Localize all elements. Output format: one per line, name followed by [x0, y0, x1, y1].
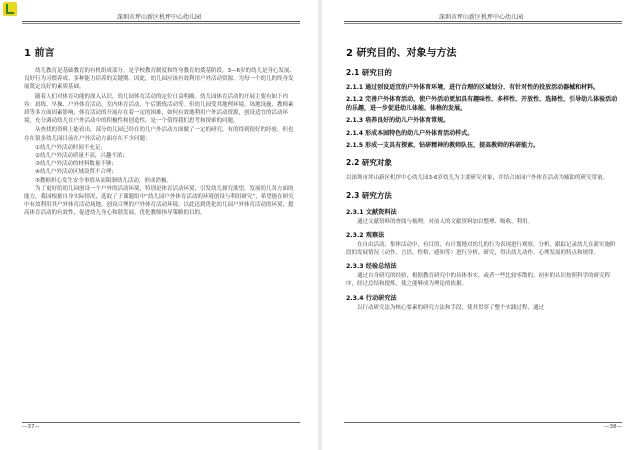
left-page-header: [0, 12, 318, 24]
list-item: ③幼儿户外活动的材料数量不够；: [35, 161, 117, 168]
method-heading: 2.3.3 经验总结法: [346, 263, 397, 271]
goal-item: 2.1.3 培养良好的幼儿户外体育常规。: [346, 117, 450, 125]
list-item: ②幼儿户外活动质量不高，兴趣不浓；: [35, 153, 128, 160]
section-heading-preface: 1 前言: [24, 48, 55, 59]
section-heading-research: 2 研究目的、对象与方法: [346, 48, 457, 59]
paragraph: 以行动研究法为核心要素的研究方法和手段，使其贯穿了整个实践过程，通过: [357, 304, 545, 311]
left-page-number: —37—: [22, 424, 40, 430]
paragraph: 通过文献资料的查阅与梳理，对前人的文献资料加以整理、吸收、利用。: [357, 218, 534, 225]
method-heading: 2.3.1 文献资料法: [346, 208, 397, 216]
goal-item: 2.1.4 形成本园特色的幼儿户外体育活动样式。: [346, 129, 474, 137]
left-page-footer: [0, 422, 318, 432]
left-header-text: 深圳市坪山新区机坪中心幼儿园: [113, 14, 205, 21]
subsection-heading: 2.2 研究对象: [346, 158, 392, 168]
right-page-header: [322, 12, 640, 24]
right-page: [322, 0, 640, 450]
right-page-footer: [322, 422, 640, 432]
goal-item: 2.1.1 通过创设适宜的户外体育环境，进行合理的区域划分，有针对性的投放活动器械和材料。: [346, 84, 600, 91]
paragraph: 幼儿教育是基础教育的有机组成部分，是学校教育制度和终身教育的奠基阶段。3—6岁的幼儿是身心发展、良好行为习惯养成、多种能力培养的关键期。因此，幼儿园应该有效利用户外活动资源，为每一个幼儿的终身发展奠定良好的素质基础。: [24, 68, 296, 91]
goal-item: 2.1.2 完善户外体育活动，使户外活动更加具有趣味性、多样性、开放性、选择性，引导幼儿体验活动的乐趣，进一步促进幼儿体能、体格的发展。: [346, 96, 618, 112]
paragraph: 为了更好给幼儿园创设一个户外的活动环境，特别是体育活动环境，引发幼儿探究欲望，发展幼儿各方面的能力，我园根据自身实际情况，选取了子课题组中“幼儿园户外体育活动的环境创设与利用研究”，希望能在研究中有效利用其户外体育活动场地、创设合理的户外体育活动环境，以此达到优化幼儿园户外体育活动的环境，提高体育活动的有效性，促进幼儿身心和谐发展，优化教师指导策略的目的。: [24, 185, 294, 217]
left-page: [0, 0, 318, 450]
paragraph: 从查找的资料上能看出，部分幼儿园已经在幼儿户外活动方面做了一定的研究，有的得到很好的经验，但也存在很多幼儿园目前在户外活动方面存在不少问题：: [24, 127, 294, 142]
paragraph: 通过自身研究的经验，根据教育研究中的具体事实，或者一些比较零散的、初步的认识按照科学的研究程序，经过总结和提炼，使之能够成为理论的依据。: [346, 273, 611, 288]
paragraph: 在自由活动、集体活动中，有目的、有计划地对幼儿的行为表现进行观察、分析，跟踪记录幼儿在新实施阶段的发展情况（动作、言语、性格、感知等）进行分析、研究，得出幼儿动作、心理发展的特点和规律。: [346, 241, 616, 257]
subsection-heading: 2.3 研究方法: [346, 190, 392, 200]
right-header-text: 深圳市坪山新区机坪中心幼儿园: [435, 14, 527, 21]
left-content: [24, 36, 298, 219]
paragraph: 随着人们对体育功能的深入认识，幼儿园体育活动的定位日益明确。幼儿园体育活动的开展主要有如下内容：晨练、早操、户外体育活动、室内体育活动、午后锻炼活动等。但幼儿园受其地理环境、场地设施、教师素质等多方面因素影响，体育活动的开展存在着一定的困难，如何有效地利用户外活动资源，创设适宜的活动环境，充分调动幼儿在户外活动中的积极性和创造性，是一个值得我们思考和探索的问题。: [24, 93, 294, 125]
right-content: [346, 36, 620, 313]
list-item: ⑤教师担心发生安全事情从而限制幼儿活动，形成消极。: [35, 177, 172, 184]
method-heading: 2.3.4 行动研究法: [346, 294, 397, 302]
subsection-heading: 2.1 研究目的: [346, 68, 392, 77]
paragraph: 以深圳市坪山新区机坪中心幼儿园3-6岁幼儿为主要研究对象，并结合该园户外体育活动为辅助的研究常量。: [346, 175, 608, 182]
method-heading: 2.3.2 观察法: [346, 231, 385, 239]
list-item: ④幼儿户外活动区域设置不合理；: [35, 169, 117, 176]
right-page-number: —38—: [604, 424, 622, 430]
goal-item: 2.1.5 形成一支具有探索、钻研精神的教师队伍，提高教师的科研能力。: [346, 142, 540, 150]
list-item: ①幼儿户外活动时间不充足；: [35, 144, 106, 151]
